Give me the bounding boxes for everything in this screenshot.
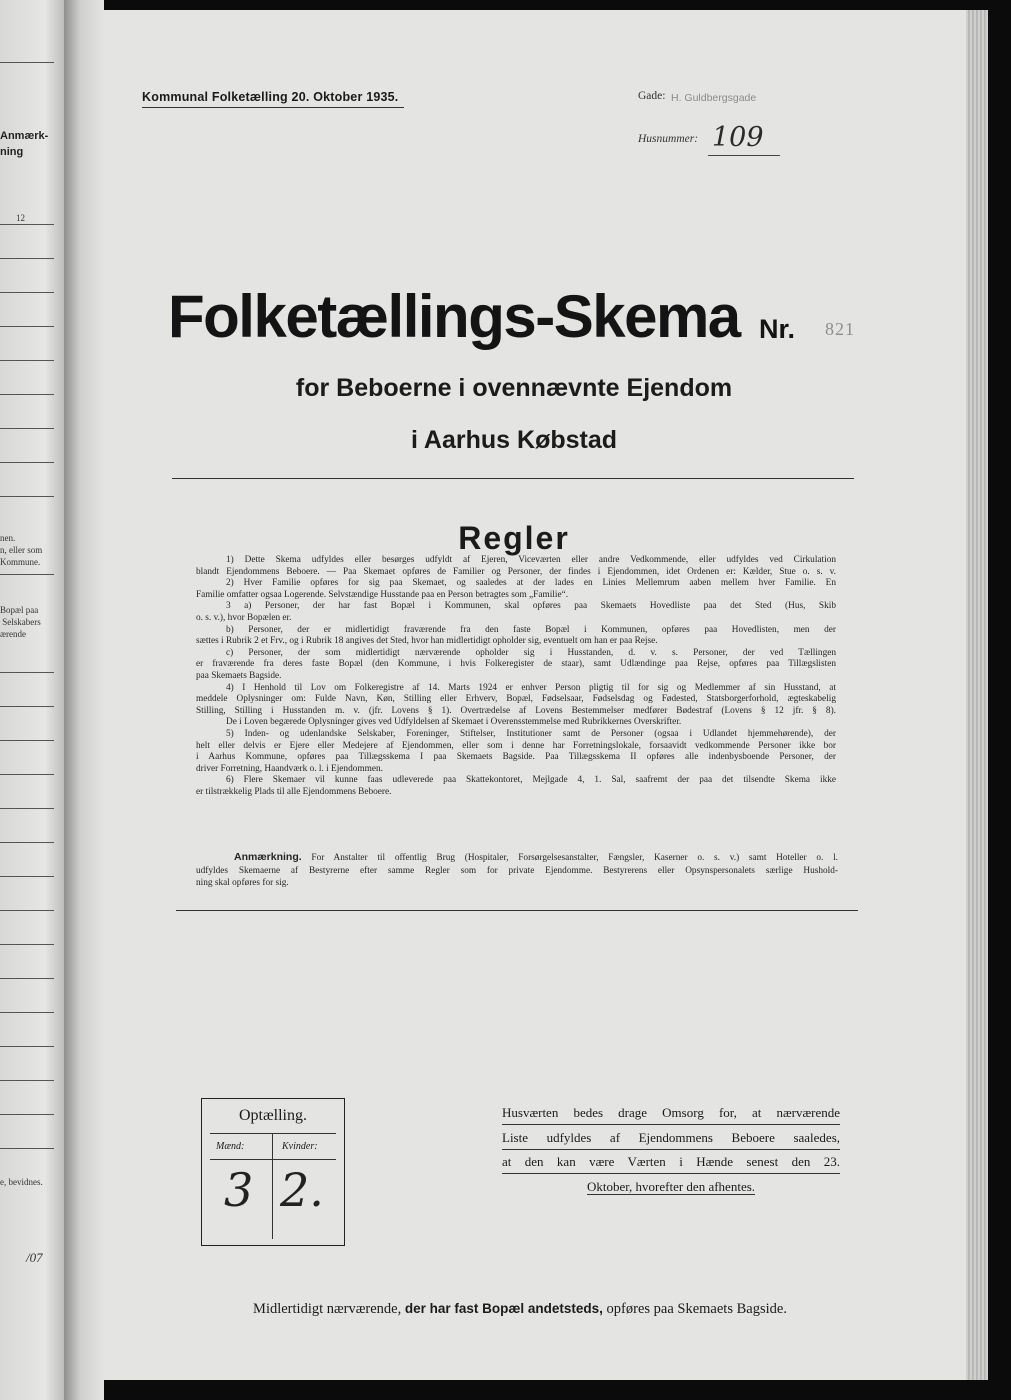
left-page-rule (0, 326, 54, 327)
landlord-instruction-line (502, 1176, 840, 1198)
landlord-instruction (502, 1102, 840, 1199)
left-page-rule (0, 808, 54, 809)
left-page-rule (0, 258, 54, 259)
landlord-instruction-line: Liste udfyldes af Ejendommens Beboere saaledes, (502, 1127, 840, 1150)
rules-heading: Regler (458, 520, 570, 556)
left-page-fragment: Bopæl paa Selskabers ærende (0, 605, 41, 639)
remark-block (196, 851, 838, 890)
remark-text: For Anstalter til offentlig Brug (Hospitaler, Forsørgelsesanstalter, Fængsler, Kaserner o. s. v.) samt Hoteller o. l. (311, 853, 838, 863)
rule-line: Stilling, Stilling i Husstanden m. v. (jfr. Lovens § 1). Overtrædelse af Lovens Bestemmelser medfører Bødestraf (Lovens § 12 jfr. § 8). (196, 705, 836, 716)
footer-text: opføres paa Skemaets Bagside. (602, 1301, 787, 1317)
remark-text: ning skal opføres for sig. (196, 878, 289, 888)
census-form-page (104, 10, 966, 1380)
house-number-value[interactable]: 109 (712, 122, 764, 153)
form-location: i Aarhus Købstad (410, 426, 618, 454)
count-column-divider (272, 1133, 273, 1239)
house-number-underline (708, 155, 780, 156)
left-page-rule (0, 672, 54, 673)
footer-text: Midlertidigt nærværende, (253, 1301, 405, 1317)
left-page-header: Anmærk- ning (0, 130, 49, 158)
rule-line: driver Forretning, Haandværk o. l. i Ejendommen. (196, 763, 383, 774)
book-gutter (64, 0, 104, 1400)
left-page-rule (0, 706, 54, 707)
rule-line: b) Personer, der er midlertidigt fraværende fra den faste Bopæl i Kommunen, opføres paa Hovedlisten, men der (226, 624, 836, 635)
left-page-rule (0, 1080, 54, 1081)
remark-text: udfyldes Skemaerne af Bestyrerne efter samme Regler som for private Ejendomme. Bestyrerens eller Opsynspersonalets særlige Hushold- (196, 865, 838, 876)
rule-line: sættes i Rubrik 2 et Frv., og i Rubrik 18 angives det Sted, hvor han midlertidigt opholder sig, eventuelt om han er paa Rejse. (196, 636, 658, 647)
form-number-label: Nr. (759, 314, 796, 344)
rule-line: 4) I Henhold til Lov om Folkeregistre af 14. Marts 1924 er enhver Person pligtig til for sig og Medlemmer af sin Husstand, at (226, 682, 836, 693)
house-number-label: Husnummer: (638, 133, 699, 145)
count-title: Optælling. (238, 1107, 307, 1124)
left-page-fragment: nen. n, eller som Kommune. (0, 533, 43, 567)
rule-line: i Aarhus Kommune, opføres paa Tillægsskema I paa Skemaets Bagside. Paa Tillægsskema II opføres alle indenbysboende Personer, der (196, 752, 836, 763)
left-page-rule (0, 1046, 54, 1047)
landlord-instruction-line: at den kan være Værten i Hænde senest den 23. (502, 1151, 840, 1174)
left-page-rule (0, 224, 54, 225)
men-count-label: Mænd: (216, 1141, 245, 1152)
left-facing-page (0, 0, 64, 1400)
left-page-rule (0, 978, 54, 979)
footer-emphasis: der har fast Bopæl andetsteds, (404, 1301, 603, 1316)
left-page-rule (0, 842, 54, 843)
rule-line: 6) Flere Skemaer vil kunne faas udleverede paa Skattekontoret, Mejlgade 4, 1. Sal, saafremt der paa det tilsendte Skema ikke (226, 775, 836, 786)
divider (176, 910, 858, 911)
rule-line: Familie omfatter ogsaa Logerende. Selvstændige Husstande paa en Person betragtes som „Familie“. (196, 589, 569, 600)
rule-line: helt eller delvis er Ejere eller Medejere af Ejendommen, eller som i denne har Forretningslokale, forsaavidt vedkommende Personer ikke bor (196, 740, 836, 751)
rule-line: 3 a) Personer, der har fast Bopæl i Kommunen, skal opføres paa Skemaets Hovedliste paa det Sted (Hus, Skib (226, 601, 836, 612)
left-page-rule (0, 740, 54, 741)
count-divider (210, 1133, 336, 1134)
left-page-rule (0, 428, 54, 429)
rule-line: 5) Inden- og udenlandske Selskaber, Foreninger, Stiftelser, Institutioner samt de Personer (ogsaa i Udlandet hjemmehørende), der (226, 728, 836, 739)
women-count-value[interactable]: 2. (280, 1163, 324, 1217)
rule-line: De i Loven begærede Oplysninger gives ved Udfyldelsen af Skemaet i Overensstemmelse med Rubrikkernes Overskrifter. (226, 717, 682, 728)
left-page-rule (0, 394, 54, 395)
women-count-label: Kvinder: (282, 1141, 318, 1152)
left-page-rule (0, 62, 54, 63)
count-divider (210, 1159, 336, 1160)
rule-line: 2) Hver Familie opføres for sig paa Skemaet, og saaledes at der lades en Linies Mellemrum aaben mellem hver Familie. En (226, 578, 836, 589)
left-page-rule (0, 574, 54, 575)
remark-label: Anmærkning. (234, 851, 302, 863)
rule-line: c) Personer, der som midlertidigt nærværende opholder sig i Husstanden, d. v. s. Personer, der ved Tællingen (226, 647, 836, 658)
men-count-value[interactable]: 3 (224, 1163, 254, 1217)
footer-instruction (104, 1301, 936, 1318)
rule-line: meddele Oplysninger om: Fulde Navn, Køn, Stilling eller Erhverv, Bopæl, Fødselsaar, Fødselsdag og Fødested, Statsborgerforhold, ægteskabelig (196, 694, 836, 705)
census-header-line: Kommunal Folketælling 20. Oktober 1935. (142, 90, 399, 104)
rule-line: o. s. v.), hvor Bopælen er. (196, 612, 292, 623)
divider (172, 478, 854, 479)
rule-line: er fraværende fra deres faste Bopæl (den Kommune, i hvis Folkeregister de staar), samt Udlændinge paa Rejse, opføres paa Tillægslisten (196, 659, 836, 670)
landlord-instruction-last: Oktober, hvorefter den afhentes. (586, 1178, 756, 1194)
page-edges (966, 10, 988, 1380)
census-header-underline (142, 107, 404, 108)
street-value[interactable]: H. Guldbergsgade (671, 92, 757, 104)
rules-body (196, 555, 836, 798)
form-number-value: 821 (825, 319, 855, 339)
street-label: Gade: (638, 90, 666, 102)
left-page-rule (0, 944, 54, 945)
form-title: Folketællings-Skema (168, 283, 740, 350)
rule-line: 1) Dette Skema udfyldes eller besørges udfyldt af Ejeren, Viceværten eller andre Vedkommende, eller udfyldes ved Cirkulation (226, 555, 836, 565)
left-page-rule (0, 292, 54, 293)
left-page-rule (0, 360, 54, 361)
left-page-rule (0, 876, 54, 877)
left-page-rule (0, 1148, 54, 1149)
left-page-column-number: 12 (16, 213, 25, 223)
left-page-rule (0, 910, 54, 911)
count-box (201, 1098, 345, 1246)
left-page-rule (0, 774, 54, 775)
left-page-rule (0, 462, 54, 463)
left-page-rule (0, 496, 54, 497)
left-page-handwriting: /07 (26, 1250, 43, 1265)
rule-line: paa Skemaets Bagside. (196, 670, 282, 681)
left-page-rule (0, 1012, 54, 1013)
rule-line: er tilstrækkelig Plads til alle Ejendommens Beboere. (196, 786, 392, 797)
left-page-fragment: e, bevidnes. (0, 1177, 43, 1187)
left-page-rule (0, 1114, 54, 1115)
landlord-instruction-line: Husværten bedes drage Omsorg for, at nærværende (502, 1102, 840, 1125)
rule-line: blandt Ejendommens Beboere. — Paa Skemaet opføres de Familier og Personer, der findes i Ejendommen, idet Ordenen er: Kælder, Stue o. s. v. (196, 566, 836, 577)
form-subtitle: for Beboerne i ovennævnte Ejendom (295, 374, 733, 402)
